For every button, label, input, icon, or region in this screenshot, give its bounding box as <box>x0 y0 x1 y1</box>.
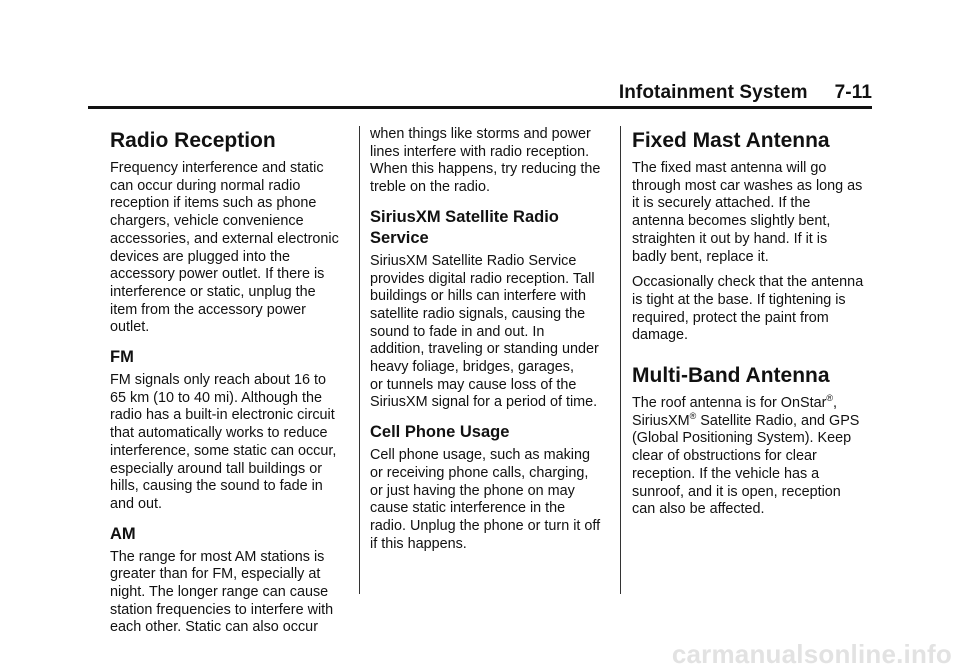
multi-band-remaining-lines <box>632 430 872 519</box>
heading-multi-band-antenna: Multi-Band Antenna <box>632 364 830 388</box>
text-line: cause static interference in the <box>370 500 566 517</box>
multi-band-line-1-tail: , <box>833 395 838 412</box>
paragraph-fm <box>110 372 346 514</box>
text-line: item from the accessory power <box>110 301 306 318</box>
text-line: night. The longer range can cause <box>110 584 329 601</box>
multi-band-line-1 <box>632 395 872 413</box>
watermark: carmanualsonline.info <box>671 639 952 669</box>
text-line: outlet. <box>110 319 150 336</box>
text-line: sunroof, and it is open, reception <box>632 483 841 500</box>
text-line: 65 km (10 to 40 mi). Although the <box>110 389 322 406</box>
text-line: (Global Positioning System). Keep <box>632 430 852 447</box>
text-line: or just having the phone on may <box>370 482 575 499</box>
text-line: accessory power outlet. If there is <box>110 266 325 283</box>
heading-fm: FM <box>110 348 134 367</box>
text-line: devices are plugged into the <box>110 248 291 265</box>
column-1 <box>110 126 346 645</box>
text-line: each other. Static can also occur <box>110 619 318 636</box>
text-line: when things like storms and power <box>370 126 591 142</box>
text-line: addition, traveling or standing under <box>370 341 599 358</box>
paragraph-cell-phone-usage <box>370 447 610 553</box>
text-line: chargers, vehicle convenience <box>110 213 304 230</box>
paragraph-fixed-mast-1 <box>632 160 872 266</box>
text-line: The fixed mast antenna will go <box>632 160 827 176</box>
text-line: or tunnels may cause loss of the <box>370 376 577 393</box>
text-line: damage. <box>632 327 689 344</box>
text-line: or receiving phone calls, charging, <box>370 464 589 481</box>
text-line: interference, some static can occur, <box>110 442 337 459</box>
paragraph-am-continued <box>370 126 610 197</box>
heading-siriusxm-line-1: SiriusXM Satellite Radio <box>370 207 559 226</box>
heading-am: AM <box>110 524 136 543</box>
heading-cell-phone-usage: Cell Phone Usage <box>370 423 510 442</box>
header-rule <box>88 106 872 109</box>
column-2 <box>370 126 610 561</box>
column-divider <box>620 126 621 594</box>
text-line: FM signals only reach about 16 to <box>110 372 326 389</box>
text-line: Frequency interference and static <box>110 160 324 176</box>
text-line: treble on the radio. <box>370 179 491 196</box>
multi-band-line-1-text: The roof antenna is for OnStar <box>632 395 827 412</box>
paragraph-radio-reception <box>110 160 346 337</box>
paragraph-multi-band <box>632 395 872 519</box>
registered-mark: ® <box>826 393 834 404</box>
text-line: buildings or hills can interfere with <box>370 288 586 305</box>
section-title: Infotainment System <box>618 82 808 103</box>
text-line: SiriusXM signal for a period of time. <box>370 394 598 411</box>
text-line: station frequencies to interfere with <box>110 601 334 618</box>
text-line: can occur during normal radio <box>110 177 301 194</box>
text-line: hills, causing the sound to fade in <box>110 478 323 495</box>
text-line: heavy foliage, bridges, garages, <box>370 359 574 376</box>
multi-band-line-2 <box>632 410 872 431</box>
text-line: is tight at the base. If tightening is <box>632 291 846 308</box>
registered-mark: ® <box>689 410 697 421</box>
text-line: The range for most AM stations is <box>110 548 325 565</box>
paragraph-am <box>110 549 346 638</box>
multi-band-line-2-tail: Satellite Radio, and GPS <box>696 412 860 429</box>
text-line: if this happens. <box>370 535 467 552</box>
text-line: When this happens, try reducing the <box>370 161 601 178</box>
text-line: radio has a built-in electronic circuit <box>110 407 335 424</box>
page-header <box>88 80 872 106</box>
heading-siriusxm-line-2: Service <box>370 228 429 247</box>
text-line: interference or static, unplug the <box>110 283 316 300</box>
text-line: badly bent, replace it. <box>632 248 769 265</box>
text-line: greater than for FM, especially at <box>110 566 321 583</box>
header-text <box>619 82 872 104</box>
multi-band-line-2-text: SiriusXM <box>632 412 690 429</box>
text-line: sound to fade in and out. In <box>370 323 545 340</box>
text-line: satellite radio signals, causing the <box>370 305 586 322</box>
text-line: that automatically works to reduce <box>110 425 328 442</box>
heading-siriusxm <box>370 207 610 249</box>
text-line: especially around tall buildings or <box>110 460 322 477</box>
paragraph-siriusxm <box>370 253 610 412</box>
paragraph-fixed-mast-2 <box>632 274 872 345</box>
text-line: it is securely attached. If the <box>632 195 811 212</box>
text-line: radio. Unplug the phone or turn it off <box>370 517 601 534</box>
text-line: Cell phone usage, such as making <box>370 447 590 464</box>
text-line: required, protect the paint from <box>632 309 829 326</box>
text-line: antenna becomes slightly bent, <box>632 213 831 230</box>
text-line: can also be affected. <box>632 501 765 518</box>
column-3 <box>632 126 872 527</box>
text-line: and out. <box>110 495 163 512</box>
text-line: accessories, and external electronic <box>110 230 339 247</box>
page-number: 7-11 <box>834 82 872 103</box>
text-line: reception. If the vehicle has a <box>632 465 820 482</box>
heading-radio-reception: Radio Reception <box>110 129 276 152</box>
text-line: lines interfere with radio reception. <box>370 143 590 160</box>
text-line: clear of obstructions for clear <box>632 448 817 465</box>
text-line: Occasionally check that the antenna <box>632 274 864 291</box>
text-line: reception if items such as phone <box>110 195 317 212</box>
column-divider <box>359 126 360 594</box>
text-line: straighten it out by hand. If it is <box>632 230 828 247</box>
text-line: provides digital radio reception. Tall <box>370 270 595 287</box>
heading-fixed-mast-antenna: Fixed Mast Antenna <box>632 129 830 152</box>
text-line: SiriusXM Satellite Radio Service <box>370 252 577 269</box>
text-line: through most car washes as long as <box>632 177 863 194</box>
